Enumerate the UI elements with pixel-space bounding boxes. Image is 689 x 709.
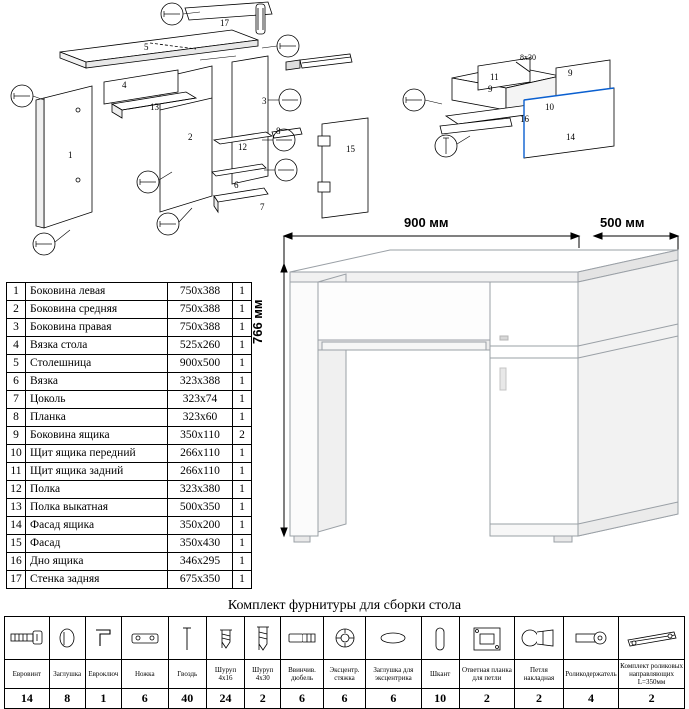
svg-text:4: 4 xyxy=(122,80,127,90)
rail-set-icon xyxy=(619,617,685,660)
part-quantity: 1 xyxy=(233,481,252,499)
svg-text:15: 15 xyxy=(346,144,355,154)
kit-item-qty: 1 xyxy=(85,689,121,709)
cap-icon xyxy=(49,617,85,660)
part-name: Боковина средняя xyxy=(26,301,168,319)
nail-icon xyxy=(168,617,206,660)
kit-item-qty: 10 xyxy=(421,689,459,709)
kit-item-qty: 2 xyxy=(515,689,564,709)
part-number: 3 xyxy=(7,319,26,337)
svg-text:11: 11 xyxy=(490,72,499,82)
part-dimension: 750x388 xyxy=(168,301,233,319)
part-number: 8 xyxy=(7,409,26,427)
table-row xyxy=(7,553,252,571)
part-dimension: 346x295 xyxy=(168,553,233,571)
part-name: Полка xyxy=(26,481,168,499)
hardware-kit-title: Комплект фурнитуры для сборки стола xyxy=(227,598,462,613)
part-dimension: 675x350 xyxy=(168,571,233,589)
svg-text:3: 3 xyxy=(262,96,267,106)
part-dimension: 350x110 xyxy=(168,427,233,445)
kit-item-name: Шуруп 4х16 xyxy=(206,660,244,689)
parts-list-body xyxy=(7,283,252,589)
svg-text:17: 17 xyxy=(220,18,229,28)
part-quantity: 1 xyxy=(233,391,252,409)
table-row xyxy=(7,391,252,409)
part-number: 6 xyxy=(7,373,26,391)
table-row xyxy=(7,409,252,427)
part-number: 4 xyxy=(7,337,26,355)
part-dimension: 350x430 xyxy=(168,535,233,553)
eurokey-icon xyxy=(85,617,121,660)
kit-item-qty: 8 xyxy=(49,689,85,709)
part-number: 14 xyxy=(7,517,26,535)
table-row xyxy=(7,283,252,301)
svg-text:6: 6 xyxy=(234,180,239,190)
part-number: 15 xyxy=(7,535,26,553)
kit-item-name: Эксцентр. стяжка xyxy=(323,660,366,689)
kit-qty-row xyxy=(5,689,685,709)
kit-item-name: Комплект роликовых направляющих L=350мм xyxy=(619,660,685,689)
part-quantity: 1 xyxy=(233,499,252,517)
screw-icon xyxy=(206,617,244,660)
kit-item-name: Гвоздь xyxy=(168,660,206,689)
part-number: 10 xyxy=(7,445,26,463)
part-name: Полка выкатная xyxy=(26,499,168,517)
part-dimension: 750x388 xyxy=(168,319,233,337)
kit-names-row xyxy=(5,660,685,689)
eccentric-cap-icon xyxy=(366,617,421,660)
table-row xyxy=(7,319,252,337)
part-name: Дно ящика xyxy=(26,553,168,571)
dimensioned-desk-drawing xyxy=(250,215,689,576)
roller-holder-icon xyxy=(563,617,618,660)
table-row xyxy=(7,535,252,553)
dowel-icon xyxy=(421,617,459,660)
kit-item-name: Евровинт xyxy=(5,660,50,689)
kit-item-name: Ввинчив. дюбель xyxy=(281,660,324,689)
part-dimension: 350x200 xyxy=(168,517,233,535)
kit-item-qty: 6 xyxy=(323,689,366,709)
part-number: 17 xyxy=(7,571,26,589)
svg-text:2: 2 xyxy=(188,132,193,142)
part-dimension: 323x388 xyxy=(168,373,233,391)
part-quantity: 1 xyxy=(233,373,252,391)
part-dimension: 323x380 xyxy=(168,481,233,499)
kit-item-name: Заглушка для эксцентрика xyxy=(366,660,421,689)
part-name: Боковина правая xyxy=(26,319,168,337)
kit-item-qty: 4 xyxy=(563,689,618,709)
part-name: Столешница xyxy=(26,355,168,373)
table-row xyxy=(7,373,252,391)
part-quantity: 1 xyxy=(233,535,252,553)
table-row xyxy=(7,481,252,499)
width-dimension-label: 900 мм xyxy=(404,215,449,230)
part-number: 13 xyxy=(7,499,26,517)
part-name: Планка xyxy=(26,409,168,427)
kit-item-name: Шуруп 4х30 xyxy=(245,660,281,689)
kit-item-name: Ответная планка для петли xyxy=(459,660,514,689)
svg-text:12: 12 xyxy=(238,142,247,152)
screw-long-icon xyxy=(245,617,281,660)
part-dimension: 500x350 xyxy=(168,499,233,517)
part-number: 11 xyxy=(7,463,26,481)
svg-text:16: 16 xyxy=(520,114,529,124)
kit-item-qty: 2 xyxy=(459,689,514,709)
part-quantity: 1 xyxy=(233,463,252,481)
part-name: Фасад ящика xyxy=(26,517,168,535)
svg-text:14: 14 xyxy=(566,132,575,142)
hinge-icon xyxy=(515,617,564,660)
part-quantity: 1 xyxy=(233,409,252,427)
part-number: 16 xyxy=(7,553,26,571)
svg-text:1: 1 xyxy=(68,150,73,160)
part-quantity: 2 xyxy=(233,427,252,445)
table-row xyxy=(7,355,252,373)
leg-icon xyxy=(121,617,168,660)
part-dimension: 900x500 xyxy=(168,355,233,373)
screw-in-dowel-icon xyxy=(281,617,324,660)
kit-item-qty: 2 xyxy=(619,689,685,709)
table-row xyxy=(7,499,252,517)
kit-item-name: Роликодержатель xyxy=(563,660,618,689)
svg-text:8x30: 8x30 xyxy=(520,53,536,62)
part-quantity: 1 xyxy=(233,571,252,589)
part-quantity: 1 xyxy=(233,319,252,337)
part-name: Цоколь xyxy=(26,391,168,409)
part-quantity: 1 xyxy=(233,517,252,535)
svg-text:7: 7 xyxy=(260,202,265,212)
part-name: Боковина ящика xyxy=(26,427,168,445)
hinge-plate-icon xyxy=(459,617,514,660)
part-name: Боковина левая xyxy=(26,283,168,301)
part-dimension: 266x110 xyxy=(168,445,233,463)
table-row xyxy=(7,445,252,463)
part-number: 12 xyxy=(7,481,26,499)
parts-list-table xyxy=(6,282,252,589)
svg-text:9: 9 xyxy=(488,84,493,94)
part-quantity: 1 xyxy=(233,337,252,355)
kit-item-qty: 40 xyxy=(168,689,206,709)
euroscrew-icon xyxy=(5,617,50,660)
table-row xyxy=(7,517,252,535)
part-quantity: 1 xyxy=(233,355,252,373)
part-number: 9 xyxy=(7,427,26,445)
depth-dimension-label: 500 мм xyxy=(600,215,645,230)
svg-text:5: 5 xyxy=(144,42,149,52)
part-name: Вязка xyxy=(26,373,168,391)
kit-icons-row xyxy=(5,617,685,660)
hardware-kit-table xyxy=(4,616,685,709)
kit-item-name: Евроключ xyxy=(85,660,121,689)
part-quantity: 1 xyxy=(233,283,252,301)
part-name: Щит ящика передний xyxy=(26,445,168,463)
kit-item-name: Петля накладная xyxy=(515,660,564,689)
kit-item-name: Заглушка xyxy=(49,660,85,689)
kit-item-qty: 2 xyxy=(245,689,281,709)
table-row xyxy=(7,463,252,481)
part-name: Фасад xyxy=(26,535,168,553)
part-dimension: 323x74 xyxy=(168,391,233,409)
part-quantity: 1 xyxy=(233,445,252,463)
svg-text:13: 13 xyxy=(150,102,159,112)
part-dimension: 750x388 xyxy=(168,283,233,301)
table-row xyxy=(7,427,252,445)
kit-item-qty: 14 xyxy=(5,689,50,709)
part-number: 1 xyxy=(7,283,26,301)
kit-item-qty: 6 xyxy=(366,689,421,709)
part-name: Щит ящика задний xyxy=(26,463,168,481)
part-quantity: 1 xyxy=(233,301,252,319)
kit-item-qty: 6 xyxy=(281,689,324,709)
svg-text:10: 10 xyxy=(545,102,554,112)
part-number: 5 xyxy=(7,355,26,373)
kit-item-qty: 6 xyxy=(121,689,168,709)
part-number: 2 xyxy=(7,301,26,319)
kit-item-name: Ножка xyxy=(121,660,168,689)
part-number: 7 xyxy=(7,391,26,409)
part-dimension: 525x260 xyxy=(168,337,233,355)
table-row xyxy=(7,571,252,589)
part-name: Вязка стола xyxy=(26,337,168,355)
part-dimension: 266x110 xyxy=(168,463,233,481)
table-row xyxy=(7,337,252,355)
table-row xyxy=(7,301,252,319)
part-name: Стенка задняя xyxy=(26,571,168,589)
kit-item-qty: 24 xyxy=(206,689,244,709)
part-dimension: 323x60 xyxy=(168,409,233,427)
svg-text:8: 8 xyxy=(276,126,281,136)
svg-text:9: 9 xyxy=(568,68,573,78)
part-quantity: 1 xyxy=(233,553,252,571)
eccentric-icon xyxy=(323,617,366,660)
kit-item-name: Шкант xyxy=(421,660,459,689)
height-dimension-label: 766 мм xyxy=(250,299,265,344)
